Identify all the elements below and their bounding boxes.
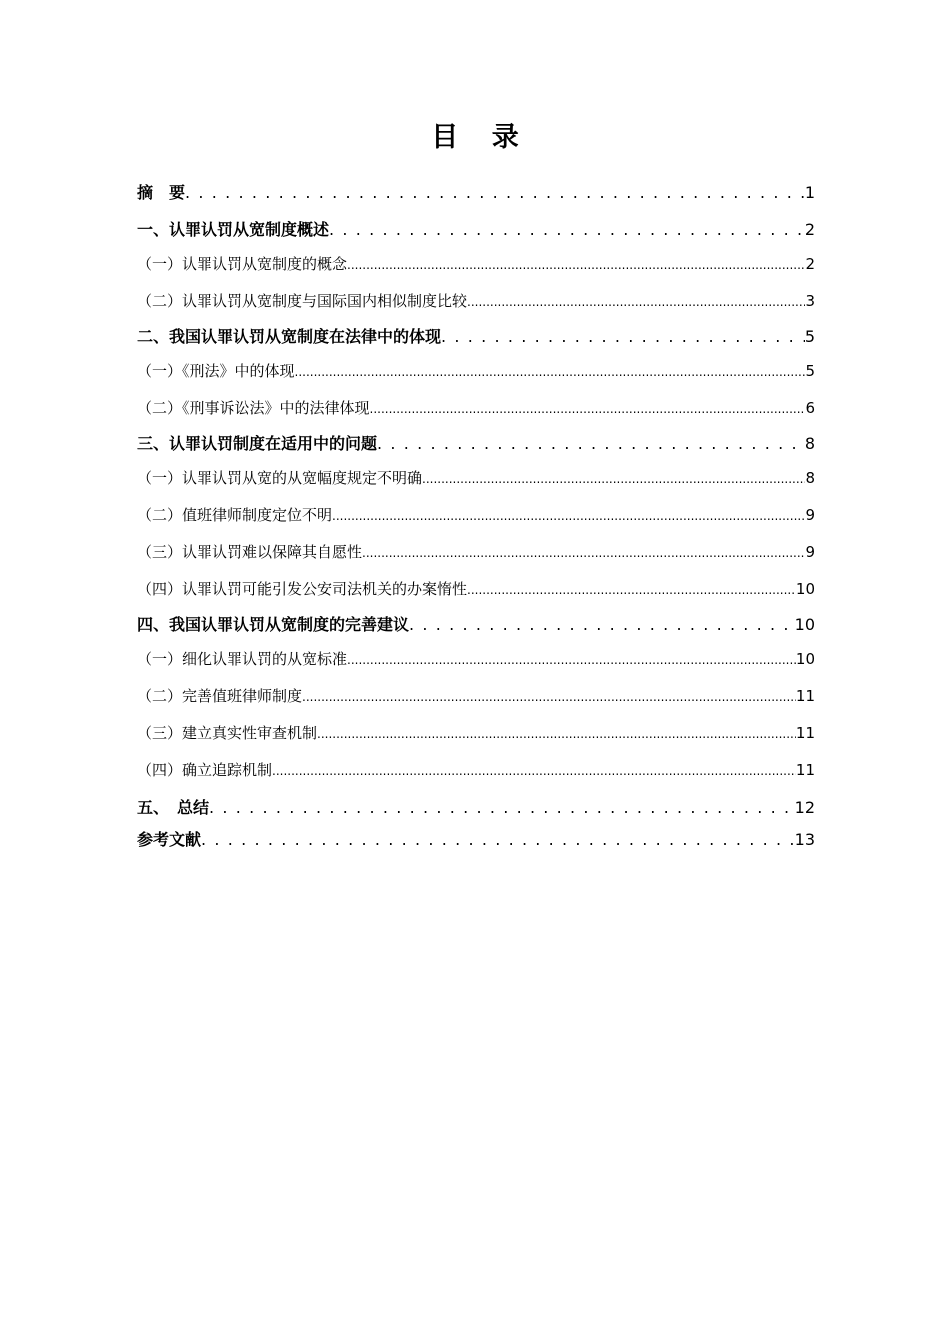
dot-leader	[422, 467, 805, 490]
toc-entry-label: 摘 要	[137, 183, 186, 202]
toc-entry-page-number: 10	[795, 650, 815, 668]
dot-leader	[295, 360, 806, 383]
toc-entry-conclusion[interactable]	[137, 797, 815, 819]
dot-leader	[362, 541, 805, 564]
toc-entry-page-number: 1	[804, 183, 815, 202]
dot-leader	[329, 219, 805, 241]
toc-entry-page-number: 8	[804, 434, 815, 453]
toc-entry-page-number: 13	[794, 830, 815, 849]
toc-entry-page-number: 2	[805, 255, 815, 273]
toc-entry-section-2[interactable]	[137, 326, 815, 348]
toc-entry-page-number: 11	[795, 724, 815, 742]
dot-leader	[409, 614, 795, 636]
toc-entry-label: （三）建立真实性审查机制	[137, 724, 318, 742]
toc-entry-label: （三）认罪认罚难以保障其自愿性	[137, 543, 363, 561]
toc-entry-section-1-2[interactable]	[137, 290, 815, 313]
toc-entry-page-number: 2	[804, 220, 815, 239]
toc-entry-page-number: 9	[805, 543, 815, 561]
dot-leader	[332, 504, 805, 527]
toc-entry-section-3-4[interactable]	[137, 578, 815, 601]
dot-leader	[302, 685, 796, 708]
dot-leader	[347, 253, 805, 276]
toc-entry-label: （四）认罪认罚可能引发公安司法机关的办案惰性	[137, 580, 468, 598]
dot-leader	[467, 290, 805, 313]
toc-entry-section-3-1[interactable]	[137, 467, 815, 490]
dot-leader	[377, 433, 805, 455]
toc-entry-label: （一）细化认罪认罚的从宽标准	[137, 650, 348, 668]
toc-entry-label: （一）认罪认罚从宽制度的概念	[137, 255, 348, 273]
toc-entry-page-number: 5	[804, 327, 815, 346]
dot-leader	[201, 829, 795, 851]
dot-leader	[347, 648, 796, 671]
toc-entry-label: （一）认罪认罚从宽的从宽幅度规定不明确	[137, 469, 423, 487]
toc-entry-section-2-2[interactable]	[137, 397, 815, 420]
toc-entry-section-1-1[interactable]	[137, 253, 815, 276]
toc-entry-page-number: 10	[794, 615, 815, 634]
toc-entry-abstract[interactable]	[137, 182, 815, 204]
toc-entry-label: （二）《刑事诉讼法》中的法律体现	[137, 399, 370, 417]
toc-entry-label: （一）《刑法》中的体现	[137, 362, 295, 380]
toc-entry-page-number: 5	[805, 362, 815, 380]
toc-title: 目 录	[431, 122, 531, 153]
toc-entry-section-4-2[interactable]	[137, 685, 815, 708]
dot-leader	[441, 326, 805, 348]
toc-entry-page-number: 8	[805, 469, 815, 487]
toc-entry-section-4-4[interactable]	[137, 759, 815, 782]
toc-entry-page-number: 12	[794, 798, 815, 817]
table-of-contents	[137, 178, 815, 851]
toc-entry-page-number: 3	[805, 292, 815, 310]
toc-entry-page-number: 11	[795, 761, 815, 779]
toc-entry-page-number: 6	[805, 399, 815, 417]
toc-entry-label: 参考文献	[137, 830, 202, 849]
toc-entry-section-1[interactable]	[137, 219, 815, 241]
toc-entry-label: 三、认罪认罚制度在适用中的问题	[137, 434, 378, 453]
toc-entry-section-3[interactable]	[137, 433, 815, 455]
toc-entry-section-2-1[interactable]	[137, 360, 815, 383]
toc-entry-section-4[interactable]	[137, 614, 815, 636]
dot-leader	[370, 397, 806, 420]
dot-leader	[317, 722, 796, 745]
toc-entry-label: （二）认罪认罚从宽制度与国际国内相似制度比较	[137, 292, 468, 310]
toc-entry-label: 四、我国认罪认罚从宽制度的完善建议	[137, 615, 410, 634]
dot-leader	[209, 797, 795, 819]
toc-entry-label: （二）完善值班律师制度	[137, 687, 303, 705]
toc-entry-page-number: 11	[795, 687, 815, 705]
toc-entry-page-number: 9	[805, 506, 815, 524]
toc-entry-references[interactable]	[137, 829, 815, 851]
toc-entry-page-number: 10	[795, 580, 815, 598]
dot-leader	[467, 578, 796, 601]
toc-entry-label: 五、 总结	[137, 798, 210, 817]
toc-entry-label: 一、认罪认罚从宽制度概述	[137, 220, 330, 239]
toc-entry-section-3-3[interactable]	[137, 541, 815, 564]
dot-leader	[185, 182, 805, 204]
dot-leader	[272, 759, 796, 782]
toc-entry-label: （四）确立追踪机制	[137, 761, 273, 779]
toc-entry-section-3-2[interactable]	[137, 504, 815, 527]
toc-entry-section-4-1[interactable]	[137, 648, 815, 671]
toc-entry-label: 二、我国认罪认罚从宽制度在法律中的体现	[137, 327, 442, 346]
toc-entry-section-4-3[interactable]	[137, 722, 815, 745]
toc-entry-label: （二）值班律师制度定位不明	[137, 506, 333, 524]
